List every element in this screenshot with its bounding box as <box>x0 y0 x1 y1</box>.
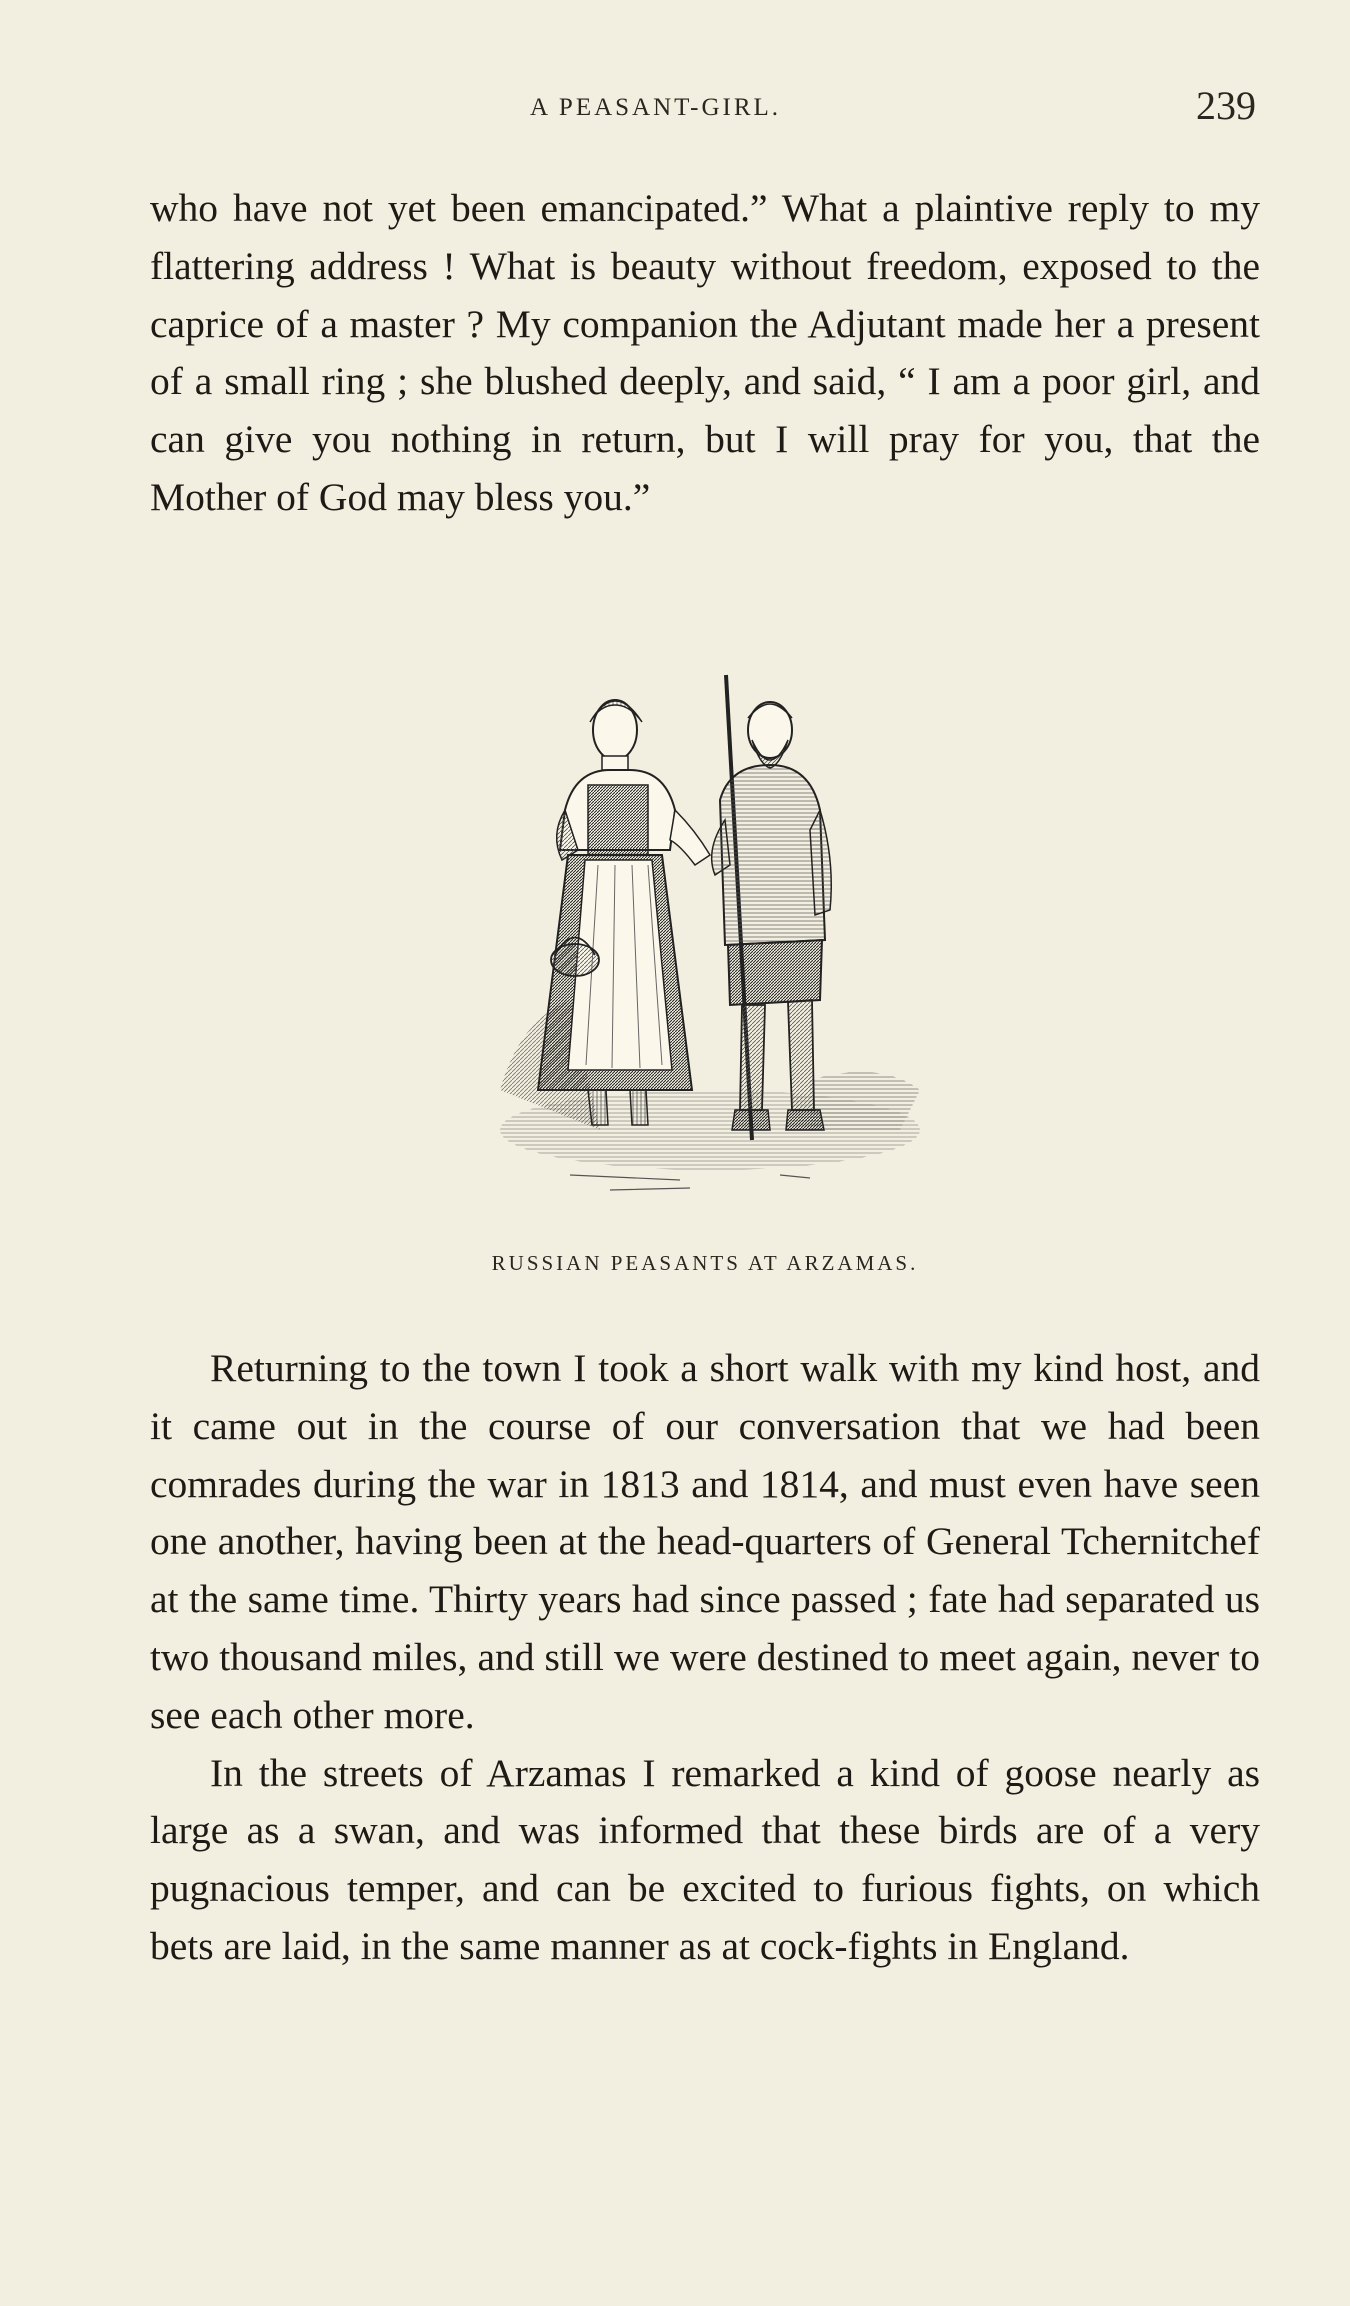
paragraph: Returning to the town I took a short walk with my kind host, and it came out in the course of our conversation that we had been comrades during the war in 1813 and 1814, and must even have seen one another, having been at the head-quarters of General Tchernitchef at the same time. Thirty years had since passed ; fate had separated us two thousand miles, and still we were destined to meet again, never to see each other more. <box>150 1346 1260 1737</box>
paragraph: In the streets of Arzamas I remarked a kind of goose nearly as large as a swan, and was informed that these birds are of a very pugnacious temper, and can be excited to furious fights, on which bets are laid, in the same manner as at cock-fights in England. <box>150 1750 1260 1968</box>
bottom-text-block <box>150 1340 1260 1976</box>
page-number: 239 <box>1196 83 1256 128</box>
peasant-woman-figure <box>538 700 710 1125</box>
top-text-block <box>150 180 1260 527</box>
paragraph: who have not yet been emancipated.” What a plaintive reply to my flattering address ! What is beauty without freedom, exposed to the caprice of a master ? My companion the Adjutant made her a present of a small ring ; she blushed deeply, and said, “ I am a poor girl, and can give you nothing in return, but I will pray for you, that the Mother of God may bless you.” <box>150 186 1260 519</box>
running-title: A PEASANT-GIRL. <box>530 94 782 121</box>
engraving-illustration <box>480 660 940 1220</box>
figure-caption: RUSSIAN PEASANTS AT ARZAMAS. <box>491 1251 919 1275</box>
page-header <box>150 82 1260 142</box>
